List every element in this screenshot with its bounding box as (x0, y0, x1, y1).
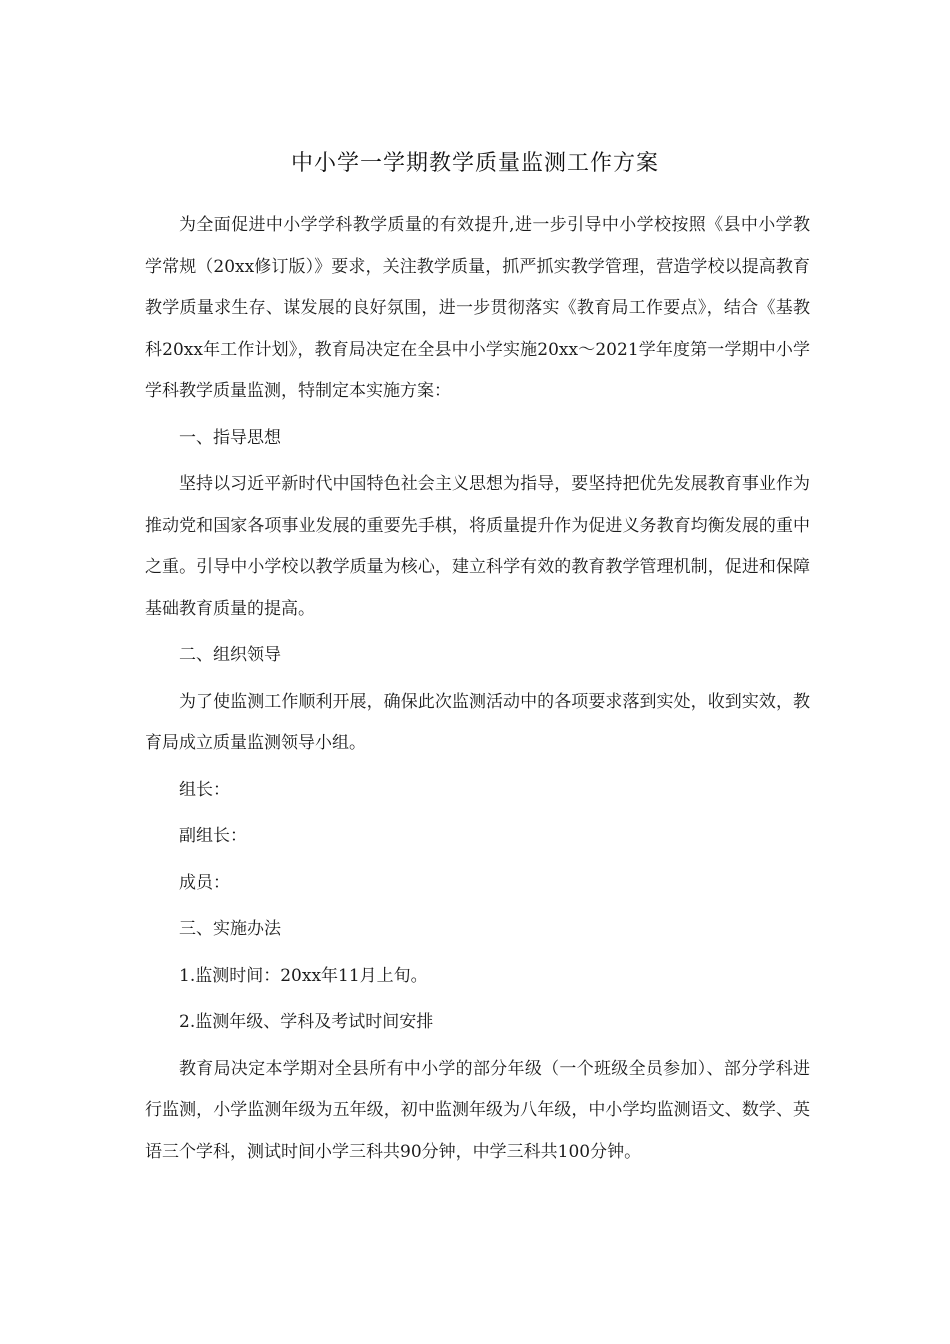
section-heading-organization: 二、组织领导 (179, 645, 281, 665)
organization-paragraph: 为了使监测工作顺利开展，确保此次监测活动中的各项要求落到实处，收到实效，教育局成立质量监测领导小组。 (145, 691, 810, 753)
monitoring-time-item: 1.监测时间：20xx年11月上旬。 (179, 965, 428, 986)
guiding-ideology-paragraph: 坚持以习近平新时代中国特色社会主义思想为指导，要坚持把优先发展教育事业作为推动党和国家各项事业发展的重要先手棋，将质量提升作为促进义务教育均衡发展的重中之重。引导中小学校以教学质量为核心，建立科学有效的教育教学管理机制，促进和保障基础教育质量的提高。 (145, 474, 810, 619)
document-body (145, 205, 810, 1178)
section-heading-implementation: 三、实施办法 (179, 919, 281, 939)
document-title: 中小学一学期教学质量监测工作方案 (290, 151, 659, 176)
group-leader-line: 组长： (179, 779, 230, 800)
monitoring-grades-item: 2.监测年级、学科及考试时间安排 (179, 1012, 434, 1032)
monitoring-details-paragraph: 教育局决定本学期对全县所有中小学的部分年级（一个班级全员参加）、部分学科进行监测，小学监测年级为五年级，初中监测年级为八年级，中小学均监测语文、数学、英语三个学科，测试时间小学三科共90分钟，中学三科共100分钟。 (145, 1058, 810, 1162)
intro-paragraph: 为全面促进中小学学科教学质量的有效提升,进一步引导中小学校按照《县中小学教学常规（20xx修订版）》要求，关注教学质量，抓严抓实教学管理，营造学校以提高教育教学质量求生存、谋发展的良好氛围，进一步贯彻落实《教育局工作要点》，结合《基教科20xx年工作计划》，教育局决定在全县中小学实施20xx～2021学年度第一学期中小学学科教学质量监测，特制定本实施方案： (145, 215, 810, 401)
deputy-leader-line: 副组长： (179, 826, 247, 846)
section-heading-guiding-ideology: 一、指导思想 (179, 427, 281, 448)
members-line: 成员： (179, 872, 230, 893)
